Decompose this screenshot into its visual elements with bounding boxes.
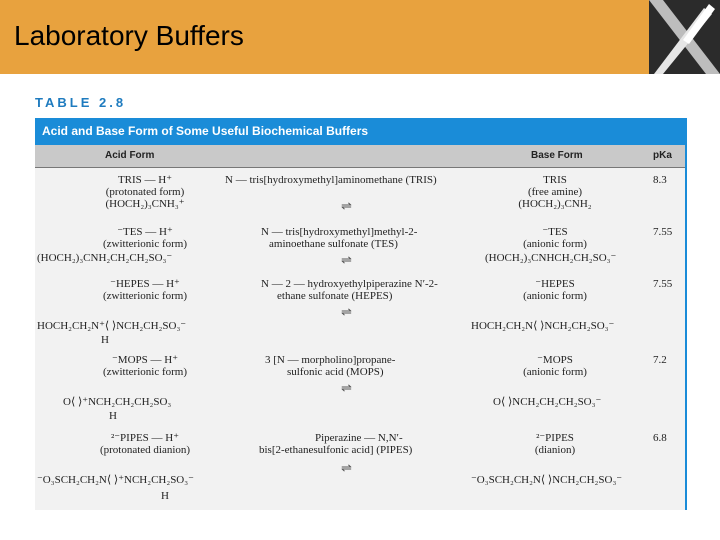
header-bar	[0, 0, 720, 74]
acid-form-name: TRIS — H⁺	[117, 174, 173, 186]
slide-title: Laboratory Buffers	[14, 20, 244, 51]
logo-icon	[649, 0, 720, 74]
equilibrium-arrow-icon: ⇌	[341, 252, 352, 267]
acid-form-hydrogen: H	[161, 490, 169, 502]
acid-form-desc: (zwitterionic form)	[103, 290, 187, 302]
acid-form-hydrogen: H	[101, 334, 109, 346]
column-header-row	[35, 145, 685, 167]
buffer-full-name: N — tris[hydroxymethyl]methyl-2-	[261, 226, 418, 238]
equilibrium-arrow-icon: ⇌	[341, 198, 352, 213]
buffer-full-name-cont: bis[2-ethanesulfonic acid] (PIPES)	[259, 444, 413, 456]
acid-form-name: ⁻HEPES — H⁺	[110, 278, 180, 290]
table-title-bar	[35, 118, 685, 145]
acid-form-name: ⁻TES — H⁺	[117, 226, 173, 238]
acid-form-desc: (protonated dianion)	[99, 444, 191, 456]
base-form-name: ⁻HEPES	[535, 278, 575, 290]
base-form-formula: (HOCH₂)₃CNH₂	[518, 198, 592, 210]
buffer-full-name: 3 [N — morpholino]propane-	[265, 354, 396, 366]
equilibrium-arrow-icon: ⇌	[341, 380, 352, 395]
buffer-full-name: N — 2 — hydroxyethylpiperazine N′-2-	[261, 278, 438, 290]
acid-form-formula: (HOCH₂)₃CNH₂CH₂CH₂SO₃⁻	[37, 252, 173, 264]
header-divider	[35, 167, 685, 168]
table-number: TABLE 2.8	[35, 95, 127, 110]
base-form-name: ²⁻PIPES	[536, 432, 574, 444]
column-header-base: Base Form	[531, 150, 583, 161]
acid-form-desc: (zwitterionic form)	[103, 238, 187, 250]
acid-form-formula: ⁻O₃SCH₂CH₂N⟨ ⟩⁺NCH₂CH₂SO₃⁻	[37, 474, 194, 486]
table-title: Acid and Base Form of Some Useful Biochemical Buffers	[42, 124, 369, 138]
acid-form-name: ⁻MOPS — H⁺	[111, 354, 179, 366]
base-form-formula: HOCH₂CH₂N⟨ ⟩NCH₂CH₂SO₃⁻	[471, 320, 615, 332]
pka-value: 7.2	[653, 354, 667, 366]
buffer-table	[35, 118, 687, 510]
base-form-desc: (dianion)	[534, 444, 576, 456]
pka-value: 6.8	[653, 432, 667, 444]
acid-form-desc: (protonated form)	[105, 186, 185, 198]
base-form-name: ⁻MOPS	[537, 354, 573, 366]
base-form-desc: (anionic form)	[523, 238, 587, 250]
equilibrium-arrow-icon: ⇌	[341, 304, 352, 319]
column-header-acid: Acid Form	[105, 150, 155, 161]
base-form-desc: (free amine)	[527, 186, 583, 198]
pka-value: 7.55	[653, 226, 673, 238]
base-form-desc: (anionic form)	[523, 366, 587, 378]
base-form-formula: (HOCH₂)₃CNHCH₂CH₂SO₃⁻	[485, 252, 617, 264]
pka-value: 8.3	[653, 174, 667, 186]
base-form-formula: O⟨ ⟩NCH₂CH₂CH₂SO₃⁻	[493, 396, 602, 408]
pka-value: 7.55	[653, 278, 673, 290]
acid-form-formula: O⟨ ⟩⁺NCH₂CH₂CH₂SO₃	[63, 396, 172, 408]
acid-form-formula: HOCH₂CH₂N⁺⟨ ⟩NCH₂CH₂SO₃⁻	[37, 320, 187, 332]
base-form-formula: ⁻O₃SCH₂CH₂N⟨ ⟩NCH₂CH₂SO₃⁻	[471, 474, 623, 486]
equilibrium-arrow-icon: ⇌	[341, 460, 352, 475]
buffer-full-name: Piperazine — N,N′-	[315, 432, 403, 444]
acid-form-hydrogen: H	[109, 410, 117, 422]
acid-form-formula: (HOCH₂)₃CNH₃⁺	[105, 198, 185, 210]
base-form-name: TRIS	[543, 174, 567, 186]
base-form-name: ⁻TES	[542, 226, 568, 238]
buffer-full-name-cont: aminoethane sulfonate (TES)	[269, 238, 398, 250]
buffer-full-name: N — tris[hydroxymethyl]aminomethane (TRIS)	[225, 174, 437, 186]
column-header-pka: pKa	[653, 150, 672, 161]
acid-form-name: ²⁻PIPES — H⁺	[110, 432, 180, 444]
acid-form-desc: (zwitterionic form)	[103, 366, 187, 378]
buffer-full-name-cont: sulfonic acid (MOPS)	[287, 366, 384, 378]
buffer-full-name-cont: ethane sulfonate (HEPES)	[277, 290, 393, 302]
base-form-desc: (anionic form)	[523, 290, 587, 302]
